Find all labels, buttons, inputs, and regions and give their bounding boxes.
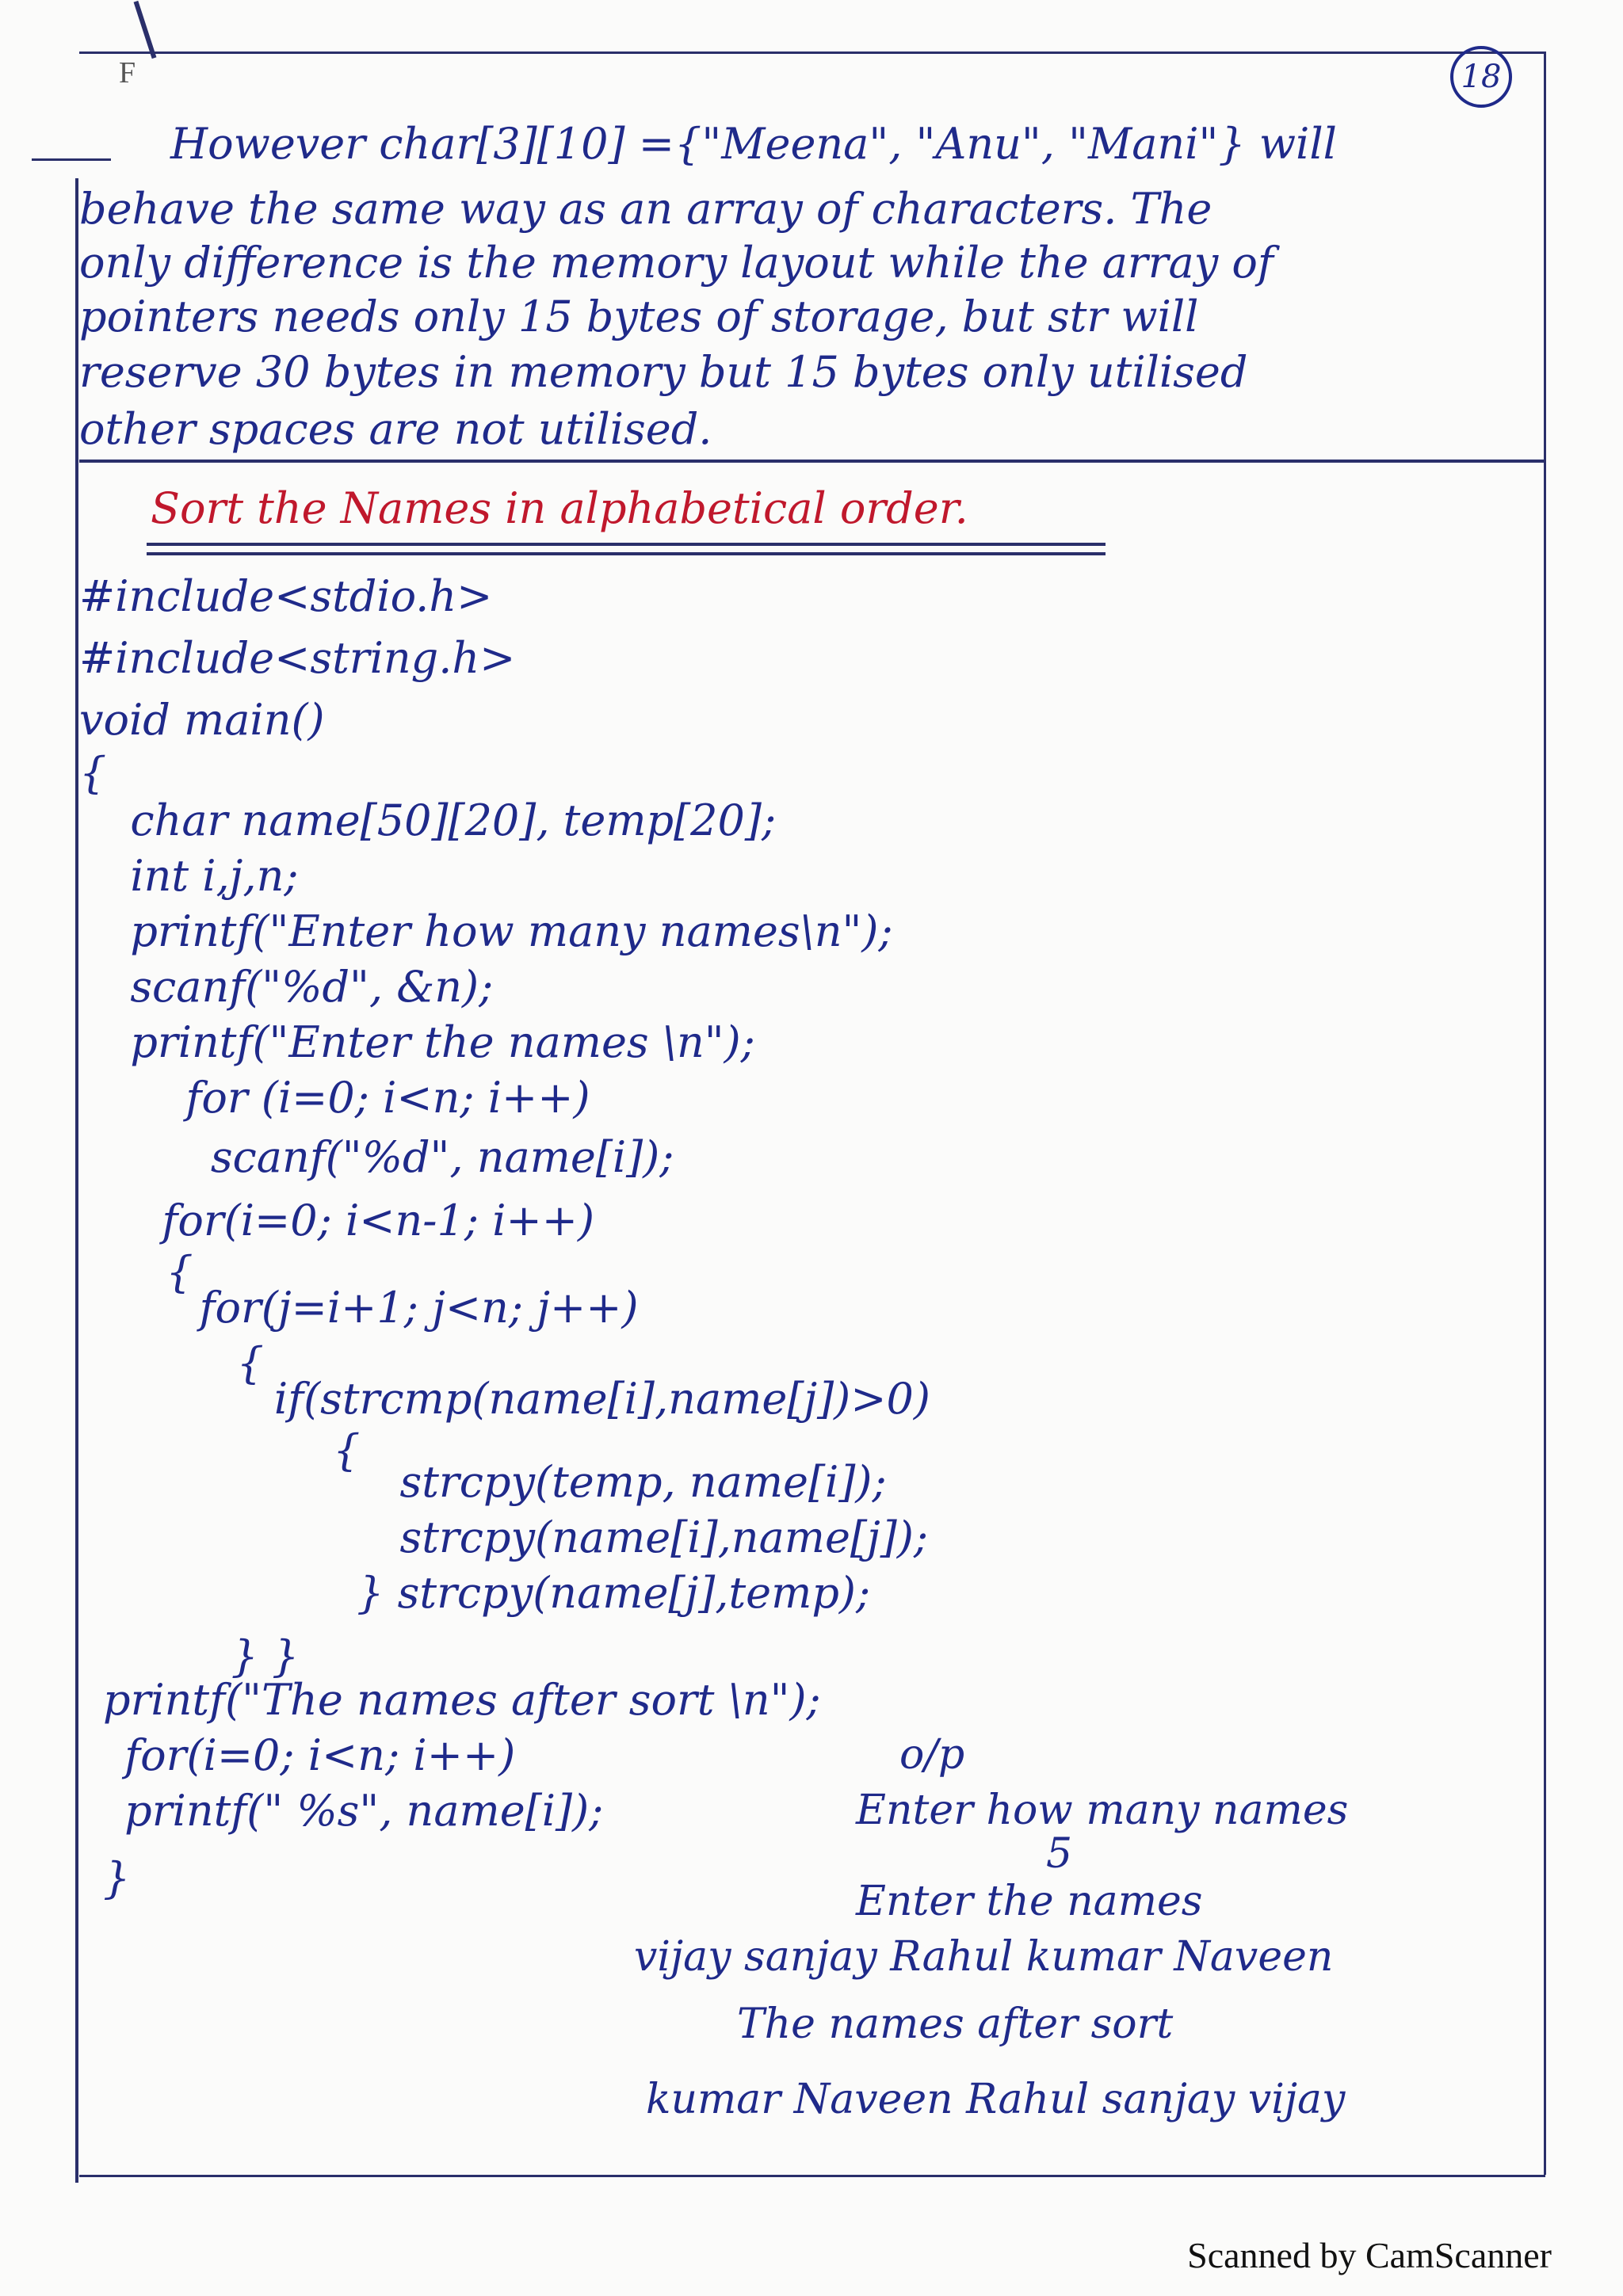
code-line-13: {: [139, 1247, 193, 1297]
margin-tick: [32, 158, 111, 161]
paragraph-separator: [79, 460, 1545, 463]
code-line-25: }: [103, 1853, 131, 1903]
paragraph-line-2: behave the same way as an array of characters. The: [79, 184, 1212, 234]
code-line-4: {: [79, 748, 107, 798]
heading-underline-2: [147, 552, 1106, 555]
code-line-17: {: [238, 1425, 361, 1475]
code-line-24: printf(" %s", name[i]);: [111, 1786, 604, 1836]
top-rule: [79, 51, 1545, 54]
code-line-7: printf("Enter how many names\n");: [103, 906, 893, 956]
section-heading: Sort the Names in alphabetical order.: [151, 483, 968, 533]
code-line-5: char name[50][20], temp[20];: [103, 795, 777, 845]
code-line-9: printf("Enter the names \n");: [103, 1017, 755, 1067]
code-line-8: scanf("%d", &n);: [103, 962, 494, 1012]
paragraph-line-5: reserve 30 bytes in memory but 15 bytes only utilised: [79, 347, 1248, 397]
bottom-rule: [79, 2175, 1545, 2177]
heading-underline: [147, 543, 1106, 546]
page-number-text: 18: [1461, 59, 1502, 95]
code-line-2: #include<string.h>: [79, 633, 516, 683]
page-number: [1450, 46, 1512, 108]
code-line-16: if(strcmp(name[i],name[j])>0): [206, 1374, 930, 1424]
code-line-14: for(j=i+1; j<n; j++): [158, 1283, 639, 1333]
code-line-11: scanf("%d", name[i]);: [143, 1132, 674, 1182]
paragraph-line-6: other spaces are not utilised.: [79, 404, 712, 454]
output-line-2: 5: [1046, 1830, 1073, 1878]
scanner-watermark: Scanned by CamScanner: [1187, 2235, 1552, 2275]
left-margin-line: [75, 178, 78, 2183]
paragraph-line-3: only difference is the memory layout while the array of: [79, 238, 1274, 288]
code-line-15: {: [182, 1338, 265, 1388]
output-line-1: Enter how many names: [856, 1787, 1349, 1834]
paragraph-line-4: pointers needs only 15 bytes of storage, but str will: [79, 292, 1199, 341]
output-line-5: The names after sort: [737, 2000, 1174, 2048]
output-line-4: vijay sanjay Rahul kumar Naveen: [634, 1933, 1334, 1981]
output-line-6: kumar Naveen Rahul sanjay vijay: [646, 2076, 1346, 2123]
code-line-22: printf("The names after sort \n");: [103, 1675, 821, 1725]
code-line-19: strcpy(name[i],name[j]);: [277, 1512, 929, 1562]
corner-mark: F: [119, 56, 136, 90]
code-line-21: } }: [190, 1631, 300, 1681]
output-line-3: Enter the names: [856, 1878, 1203, 1925]
code-line-18: strcpy(temp, name[i]);: [277, 1457, 887, 1507]
code-line-23: for(i=0; i<n; i++): [111, 1730, 516, 1780]
right-margin-line: [1544, 51, 1546, 2175]
code-line-6: int i,j,n;: [103, 851, 299, 901]
corner-stroke: [134, 1, 157, 59]
code-line-20: } strcpy(name[j],temp);: [262, 1568, 871, 1618]
code-line-1: #include<stdio.h>: [79, 571, 493, 621]
code-line-3: void main(): [79, 695, 325, 745]
output-label: o/p: [899, 1731, 965, 1779]
code-line-10: for (i=0; i<n; i++): [158, 1073, 590, 1123]
code-line-12: for(i=0; i<n-1; i++): [135, 1196, 595, 1245]
paragraph-line-1: However char[3][10] ={"Meena", "Anu", "Mani"} will: [170, 119, 1337, 169]
